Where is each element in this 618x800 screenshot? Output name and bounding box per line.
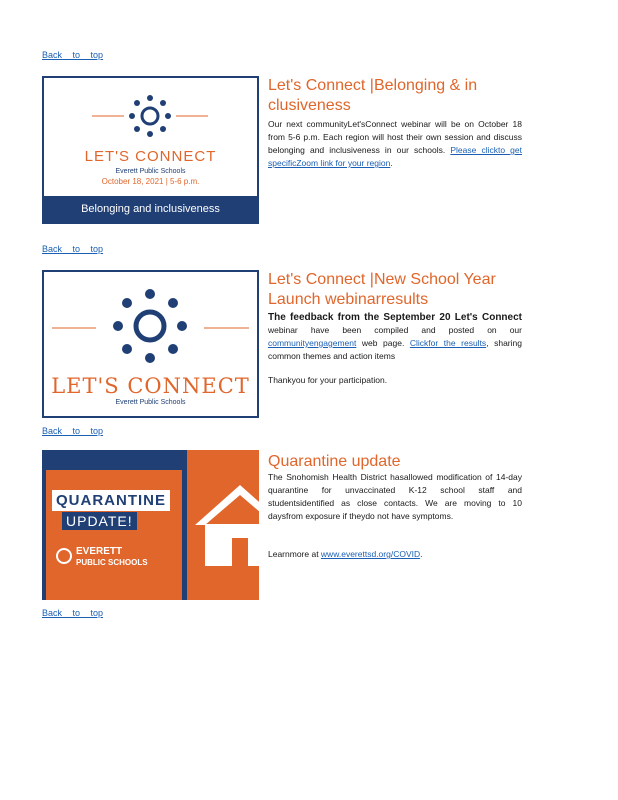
thanks-text: Thankyou for your participation. [268,375,388,385]
house-icon [190,480,259,570]
lets-connect-launch-image [42,270,259,418]
community-engagement-link[interactable]: communityengagement [268,338,357,348]
district-name: Everett Public Schools [115,399,186,406]
brand-star-icon [54,546,74,566]
results-link[interactable]: Clickfor the results [409,338,487,348]
body-launch [268,311,522,363]
body-text-end: , sharing common themes and action items [268,338,522,361]
covid-link[interactable]: www.everettsd.org/COVID [320,549,421,559]
lets-connect-title: LET'S CONNECT [84,148,217,165]
body-text: Our next communityLet'sConnect webinar will be on October 18 from 5-6 p.m. Each region will host their own session and discuss belonging and inclusiveness in our schools. [268,119,522,155]
headline-belonging: Let's Connect |Belonging & in clusiveness [268,77,478,114]
brand-line1: EVERETT [76,546,123,557]
update-label: UPDATE! [62,512,137,530]
event-date: October 18, 2021 | 5-6 p.m. [101,177,200,186]
learn-prefix: Learnmore at [268,549,321,559]
back-to-top-link[interactable]: Back to top [42,426,104,436]
learn-suffix: . [420,549,423,559]
back-to-top-link[interactable]: Back to top [42,608,104,618]
people-circle-logo-icon [44,272,257,372]
body-quarantine: The Snohomish Health District hasallowed modification of 14-day quarantine for unvaccinated K-12 school staff and studentsidentified as close contacts. We are moving to 10 daysfrom exposure if theydo not have symptoms. [268,472,522,521]
body-text-end: . [390,158,393,168]
back-to-top-link[interactable]: Back to top [42,50,104,60]
headline-launch: Let's Connect |New School Year Launch webinarresults [268,271,496,308]
back-to-top-link[interactable]: Back to top [42,244,104,254]
lets-connect-title: LET'S CONNECT [51,374,250,398]
brand-name [76,546,148,568]
headline-quarantine: Quarantine update [268,453,401,470]
learn-more-text [268,548,522,561]
quarantine-label: QUARANTINE [52,490,170,511]
body-text-mid: web page. [356,338,410,348]
zoom-link[interactable]: Please clickto get specificZoom link for your region [268,145,522,168]
lead-text: The feedback from the September 20 Let's Connect [268,312,522,323]
lets-connect-belonging-image [42,76,259,224]
quarantine-update-image [42,450,259,600]
district-name: Everett Public Schools [115,168,186,175]
brand-line2: PUBLIC SCHOOLS [76,558,148,567]
body-belonging [268,118,522,170]
banner: Belonging and inclusiveness [44,196,257,222]
body-text: webinar have been compiled and posted on our [268,325,522,335]
